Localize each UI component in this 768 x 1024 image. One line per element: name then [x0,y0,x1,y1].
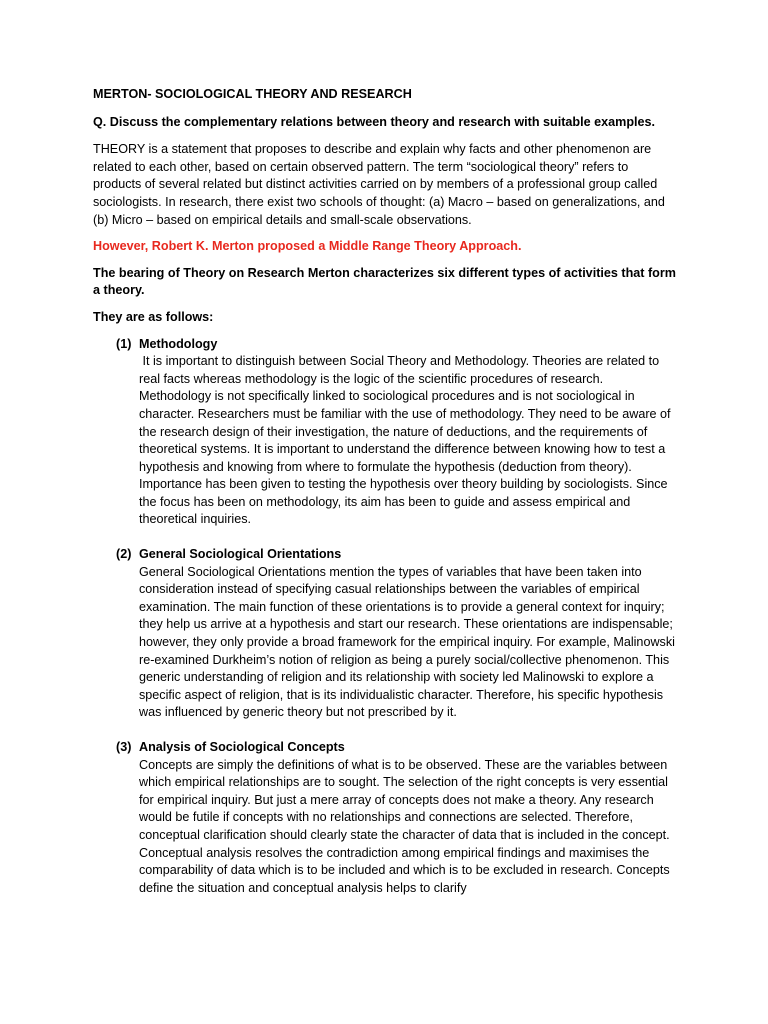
list-item-methodology [93,336,678,530]
follows-paragraph: They are as follows: [93,309,214,324]
list-heading: General Sociological Orientations [139,547,342,562]
list-body: Concepts are simply the definitions of what is to be observed. These are the variables between which empirical relationships are to sought. The selection of the right concepts is very essential for empirical inquiry. But just a mere array of concepts does not make a theory. Any research would be futile if concepts with no relationships and connections are selected. Therefore, conceptual clarification should clearly state the character of data that is included in the concept. Conceptual analysis resolves the contradiction among empirical findings and maximises the comparability of data which is to be included and which is to be excluded in research. Concepts define the situation and conceptual analysis helps to clarify [139,757,670,895]
list-item-concept-analysis [93,739,678,897]
document-title: MERTON- SOCIOLOGICAL THEORY AND RESEARCH [93,87,412,101]
list-number: (2) [116,547,132,562]
highlight-paragraph: However, Robert K. Merton proposed a Middle Range Theory Approach. [93,239,522,254]
question-heading: Q. Discuss the complementary relations between theory and research with suitable examples. [93,114,656,129]
list-heading: Analysis of Sociological Concepts [139,740,345,754]
document-page [93,86,678,914]
list-heading: Methodology [139,336,218,351]
list-body: General Sociological Orientations mention the types of variables that have been taken into consideration instead of specifying casual relationships between the variables of empirical examination. The main function of these orientations is to provide a general context for inquiry; they help us arrive at a hypothesis and start our research. These orientations are indispensable; however, they only provide a broad framework for the empirical inquiry. For example, Malinowski re-examined Durkheim’s notion of religion as being a purely social/collective phenomenon. This generic understanding of religion and its relationship with society led Malinowski to explore a specific aspect of religion, that is its individualistic character. Therefore, his specific hypothesis was influenced by generic theory but not prescribed by it. [139,564,675,720]
list-body: It is important to distinguish between Social Theory and Methodology. Theories are related to real facts whereas methodology is the logic of the scientific procedures of research. Methodology is not specifically linked to sociological procedures and is not sociological in character. Researchers must be familiar with the use of methodology. They need to be aware of the research design of their investigation, the nature of deductions, and the requirements of theoretical systems. It is important to understand the difference between knowing how to test a hypothesis and knowing from where to formulate the hypothesis (deduction from theory). Importance has been given to testing the hypothesis over theory building by sociologists. Since the focus has been on methodology, its aim has been to guide and assess empirical and theoretical inquiries. [139,354,675,527]
list-item-general-orientations [93,546,678,722]
list-number: (1) [116,336,132,351]
bearing-paragraph: The bearing of Theory on Research Merton characterizes six different types of activities that form a theory. [93,265,676,298]
list-number: (3) [116,740,132,754]
intro-paragraph: THEORY is a statement that proposes to describe and explain why facts and other phenomenon are related to each other, based on certain observed pattern. The term “sociological theory” refers to products of several related but distinct activities carried on by members of a professional group called sociologists. In research, there exist two schools of thought: (a) Macro – based on generalizations, and (b) Micro – based on empirical details and small-scale observations. [93,142,665,227]
